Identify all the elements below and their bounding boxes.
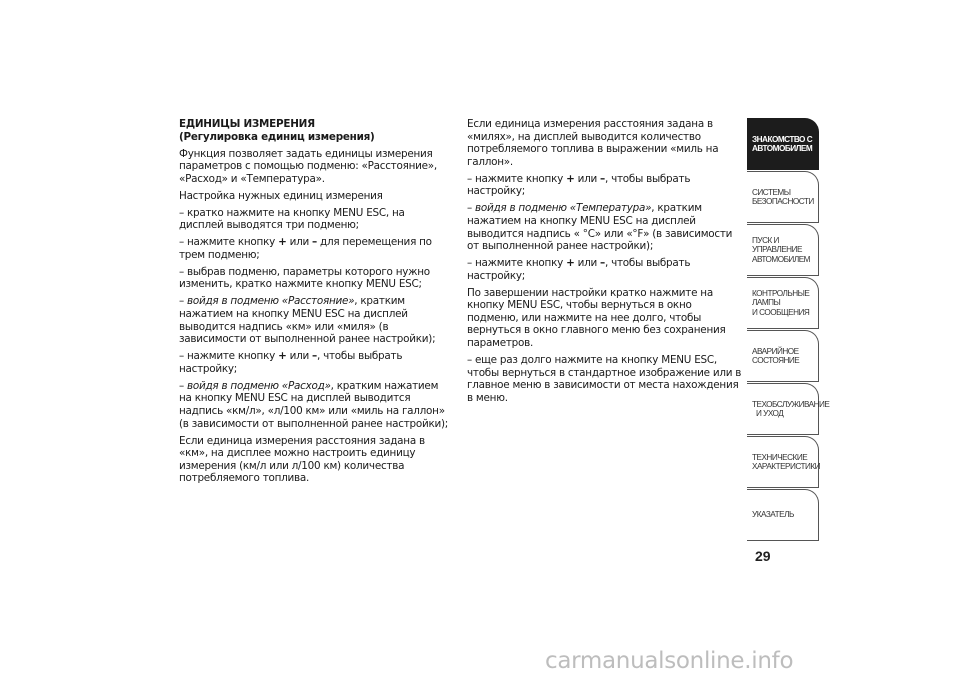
paragraph: – выбрав подменю, параметры которого нужно изменить, кратко нажмите кнопку MENU ESC; xyxy=(179,265,430,291)
tab-introduction[interactable]: ЗНАКОМСТВО С АВТОМОБИЛЕМ xyxy=(747,118,819,170)
paragraph: Настройка нужных единиц измерения xyxy=(179,189,383,202)
paragraph: Если единица измерения расстояния задана в «милях», на дисплей выводится количество потребляемого топлива в выражении «миль на галлон». xyxy=(467,118,719,168)
plus-symbol: + xyxy=(278,236,287,249)
paragraph: – нажмите кнопку + или –, чтобы выбрать настройку; xyxy=(179,350,403,375)
tab-index[interactable]: УКАЗАТЕЛЬ xyxy=(747,489,819,541)
paragraph: – кратко нажмите на кнопку MENU ESC, на дисплей выводятся три подменю; xyxy=(179,206,405,232)
paragraph: Функция позволяет задать единицы измерения параметров с помощью подменю: «Расстояние», «Расход» и «Температура». xyxy=(179,147,437,185)
minus-symbol: – xyxy=(312,236,317,249)
tab-emergency[interactable]: АВАРИЙНОЕ СОСТОЯНИЕ xyxy=(747,330,819,382)
tab-starting-driving[interactable]: ПУСК И УПРАВЛЕНИЕ АВТОМОБИЛЕМ xyxy=(747,224,819,276)
section-heading: ЕДИНИЦЫ ИЗМЕРЕНИЯ xyxy=(179,118,315,130)
paragraph: – войдя в подменю «Расход», кратким нажатием на кнопку MENU ESC на дисплей выводится надпись «км/л», «л/100 км» или «миль на галлон» (в зависимости от выполненной ранее настройки); xyxy=(179,379,449,430)
tab-maintenance[interactable]: ТЕХОБСЛУЖИВАНИЕ И УХОД xyxy=(747,383,819,435)
submenu-consumption: войдя в подменю «Расход» xyxy=(187,379,331,392)
section-tabs xyxy=(747,118,830,542)
section-subheading: (Регулировка единиц измерения) xyxy=(179,130,375,143)
paragraph: – нажмите кнопку + или – для перемещения по трем подменю; xyxy=(179,236,432,261)
paragraph: По завершении настройки кратко нажмите на кнопку MENU ESC, чтобы вернуться в окно подменю, или нажмите на нее долго, чтобы вернуться в окно главного меню без сохранения параметров. xyxy=(467,286,726,350)
paragraph: – нажмите кнопку + или –, чтобы выбрать настройку; xyxy=(467,172,691,198)
paragraph: – войдя в подменю «Расстояние», кратким нажатием на кнопку MENU ESC на дисплей выводится надпись «км» или «миля» (в зависимости от выполненной ранее настройки); xyxy=(179,295,436,346)
right-column xyxy=(467,118,742,409)
paragraph: Если единица измерения расстояния задана в «км», на дисплее можно настроить единицу измерения (км/л или л/100 км) количества потребляемого топлива. xyxy=(179,434,425,485)
watermark: carmanualsonline.info xyxy=(545,648,794,674)
page-number: 29 xyxy=(755,548,771,564)
submenu-temperature: войдя в подменю «Температура» xyxy=(475,202,652,215)
left-column xyxy=(179,118,451,489)
paragraph: – войдя в подменю «Температура», кратким нажатием на кнопку MENU ESC на дисплей выводится надпись « °С» или «°F» (в зависимости от выполненной ранее настройки); xyxy=(467,202,733,253)
tab-technical-specs[interactable]: ТЕХНИЧЕСКИЕ ХАРАКТЕРИСТИКИ xyxy=(747,436,819,488)
tab-warning-lights[interactable]: КОНТРОЛЬНЫЕ ЛАМПЫ И СООБЩЕНИЯ xyxy=(747,277,819,329)
paragraph: – еще раз долго нажмите на кнопку MENU ESC, чтобы вернуться в стандартное изображение или в главное меню в зависимости от места нахождения в меню. xyxy=(467,354,742,404)
tab-safety-systems[interactable]: СИСТЕМЫ БЕЗОПАСНОСТИ xyxy=(747,171,819,223)
paragraph: – нажмите кнопку + или –, чтобы выбрать настройку; xyxy=(467,257,691,282)
submenu-distance: войдя в подменю «Расстояние» xyxy=(187,295,355,308)
